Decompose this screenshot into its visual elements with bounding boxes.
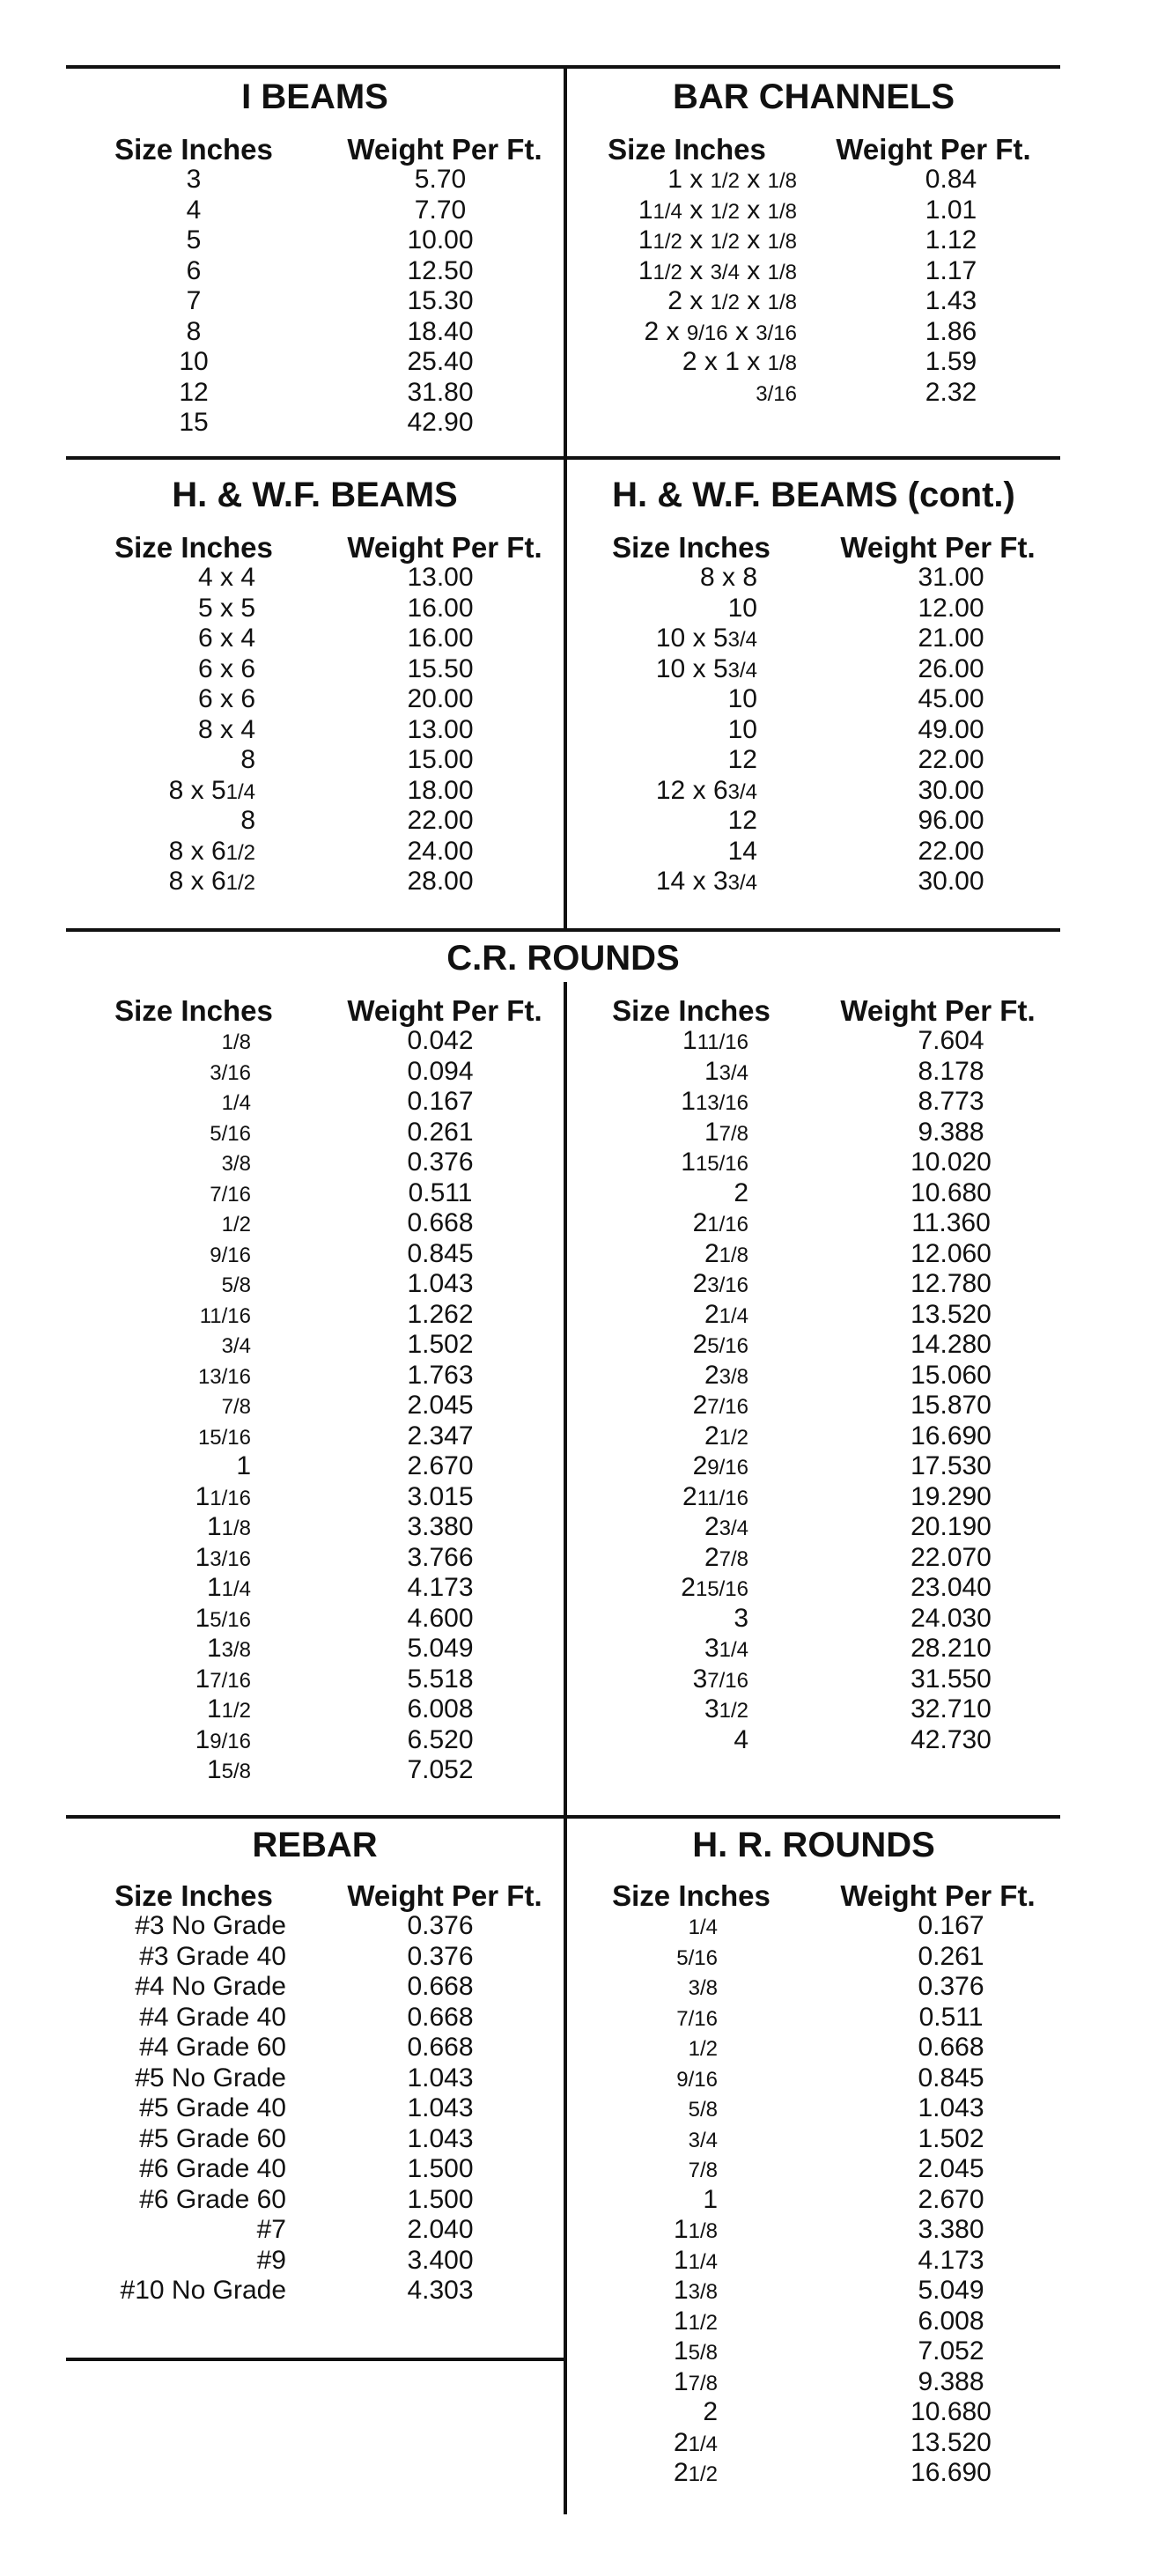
table-cell-weight: 1.12 (925, 225, 977, 255)
table-cell-size: 115/16 (681, 1148, 748, 1177)
table-cell-weight: 1.86 (925, 316, 977, 346)
table-cell-size: #6 Grade 40 (139, 2154, 286, 2183)
table-cell-size: 13/8 (673, 2276, 718, 2305)
table-cell-size: 21/4 (673, 2427, 718, 2457)
table-cell-weight: 19.290 (911, 1481, 992, 1511)
table-cell-weight: 23.040 (911, 1573, 992, 1602)
table-cell-weight: 1.01 (925, 195, 977, 225)
table-cell-weight: 1.043 (407, 2093, 474, 2122)
table-cell-weight: 18.40 (407, 316, 474, 346)
table-cell-size: 7/16 (210, 1182, 251, 1207)
table-cell-weight: 0.511 (918, 2002, 984, 2032)
col-header-size: Size Inches (608, 133, 766, 166)
table-cell-size: 10 (727, 684, 757, 713)
table-cell-weight: 1.500 (407, 2184, 474, 2214)
table-cell-weight: 1.17 (925, 255, 977, 285)
table-cell-weight: 1.43 (925, 286, 977, 315)
table-cell-size: 5/8 (221, 1273, 251, 1297)
table-cell-weight: 0.845 (407, 1238, 474, 1268)
table-cell-size: 12 (179, 377, 209, 407)
table-cell-weight: 6.008 (918, 2306, 984, 2336)
table-cell-size: 25/16 (692, 1330, 748, 1359)
table-cell-size: 6 (186, 255, 202, 285)
table-cell-weight: 8.178 (918, 1056, 984, 1086)
section-title-rebar: REBAR (252, 1826, 378, 1864)
table-cell-size: 37/16 (692, 1664, 748, 1694)
table-cell-weight: 2.670 (407, 1451, 474, 1480)
table-cell-weight: 7.052 (407, 1755, 474, 1784)
table-cell-size: 7 (186, 286, 202, 315)
table-cell-size: 27/16 (692, 1391, 748, 1420)
table-cell-size: 21/4 (704, 1299, 748, 1329)
table-cell-weight: 3.766 (407, 1542, 474, 1572)
table-cell-weight: 0.376 (407, 1148, 474, 1177)
table-cell-size: 6 x 6 (197, 684, 255, 713)
table-cell-size: 7/8 (688, 2159, 718, 2182)
table-cell-weight: 1.502 (407, 1330, 474, 1359)
table-cell-weight: 15.50 (407, 653, 474, 683)
table-cell-weight: 0.84 (925, 165, 977, 194)
table-cell-size: 111/16 (682, 1026, 748, 1055)
table-cell-weight: 7.604 (918, 1026, 984, 1055)
table-cell-weight: 4.303 (407, 2276, 474, 2305)
table-cell-size: 8 x 61/2 (168, 836, 255, 866)
table-cell-weight: 22.00 (407, 806, 474, 835)
table-cell-size: 11/4 (206, 1573, 251, 1602)
table-cell-size: 8 (240, 806, 255, 835)
table-cell-weight: 16.690 (911, 1421, 992, 1450)
table-cell-size: 10 (727, 714, 757, 744)
table-cell-size: 11/8 (673, 2215, 718, 2244)
section-title-cr-rounds: C.R. ROUNDS (446, 939, 680, 978)
table-cell-weight: 5.518 (407, 1664, 474, 1694)
table-cell-size: 3 (186, 165, 202, 194)
table-cell-size: 17/8 (704, 1117, 748, 1147)
table-cell-size: #9 (256, 2245, 286, 2275)
table-cell-size: 3/16 (756, 381, 797, 406)
table-cell-size: 19/16 (195, 1724, 251, 1754)
table-cell-weight: 21.00 (918, 624, 984, 653)
table-cell-size: 13/16 (195, 1542, 251, 1572)
table-cell-size: 8 (186, 316, 202, 346)
table-cell-size: 11/2 (673, 2306, 718, 2336)
table-cell-size: 21/8 (704, 1238, 748, 1268)
table-cell-weight: 0.668 (407, 1972, 474, 2001)
table-cell-weight: 11.360 (911, 1208, 991, 1237)
table-cell-size: 1/4 (221, 1091, 251, 1115)
table-cell-size: 4 (734, 1724, 748, 1754)
table-cell-weight: 9.388 (918, 1117, 984, 1147)
table-cell-size: #3 No Grade (135, 1911, 286, 1940)
col-header-size: Size Inches (114, 531, 273, 564)
table-cell-size: 11/8 (206, 1512, 251, 1541)
col-header-weight: Weight Per Ft. (347, 1879, 542, 1912)
table-cell-weight: 0.668 (918, 2033, 984, 2062)
table-cell-weight: 0.042 (407, 1026, 474, 1055)
table-cell-size: 4 x 4 (197, 563, 255, 592)
section-title-hwf-beams: H. & W.F. BEAMS (172, 476, 458, 514)
table-cell-size: #6 Grade 60 (139, 2184, 286, 2214)
table-cell-size: 15/16 (195, 1603, 251, 1633)
table-cell-weight: 0.167 (918, 1911, 984, 1940)
table-cell-size: 10 x 53/4 (655, 624, 757, 653)
col-header-weight: Weight Per Ft. (840, 994, 1036, 1027)
col-header-size: Size Inches (612, 994, 771, 1027)
table-cell-size: 21/16 (692, 1208, 748, 1237)
table-cell-weight: 15.00 (407, 745, 474, 774)
table-cell-weight: 13.00 (407, 563, 474, 592)
table-cell-weight: 45.00 (918, 684, 984, 713)
table-cell-size: 13/16 (197, 1364, 251, 1389)
table-cell-weight: 26.00 (918, 653, 984, 683)
table-cell-size: 3/4 (688, 2128, 718, 2152)
table-cell-size: 1/4 (688, 1915, 718, 1939)
table-cell-size: 21/2 (673, 2458, 718, 2487)
table-cell-weight: 15.060 (911, 1360, 992, 1390)
table-cell-size: 10 x 53/4 (655, 653, 757, 683)
table-cell-weight: 16.00 (407, 593, 474, 623)
col-header-weight: Weight Per Ft. (347, 994, 542, 1027)
table-cell-size: #5 No Grade (135, 2063, 286, 2093)
table-cell-size: 14 x 33/4 (655, 867, 757, 896)
divider-bottom-block (564, 1815, 567, 2514)
table-cell-weight: 22.00 (918, 836, 984, 866)
table-cell-size: 8 x 8 (699, 563, 757, 592)
table-cell-weight: 1.043 (407, 2123, 474, 2153)
table-cell-weight: 42.90 (407, 408, 474, 437)
table-cell-size: 6 x 4 (197, 624, 255, 653)
table-cell-size: 6 x 6 (197, 653, 255, 683)
table-cell-size: 7/16 (676, 2006, 718, 2031)
table-cell-weight: 10.00 (407, 225, 474, 255)
table-cell-size: 215/16 (681, 1573, 748, 1602)
table-cell-size: #4 Grade 60 (139, 2033, 286, 2062)
table-cell-weight: 42.730 (911, 1724, 992, 1754)
col-header-size: Size Inches (612, 1879, 771, 1912)
table-cell-weight: 30.00 (918, 867, 984, 896)
table-cell-weight: 0.376 (407, 1911, 474, 1940)
table-cell-weight: 0.094 (407, 1056, 474, 1086)
table-cell-weight: 3.400 (407, 2245, 474, 2275)
table-cell-size: 9/16 (676, 2067, 718, 2092)
table-cell-weight: 25.40 (407, 347, 474, 376)
table-cell-weight: 0.376 (407, 1941, 474, 1971)
table-cell-weight: 2.040 (407, 2215, 474, 2244)
table-cell-weight: 5.049 (407, 1634, 474, 1663)
table-cell-weight: 0.261 (407, 1117, 474, 1147)
table-cell-size: 23/16 (692, 1269, 748, 1298)
table-cell-weight: 5.70 (414, 165, 467, 194)
table-cell-size: 29/16 (692, 1451, 748, 1480)
table-cell-size: 4 (186, 195, 202, 225)
table-cell-weight: 0.845 (918, 2063, 984, 2093)
table-cell-size: 12 (727, 745, 757, 774)
table-cell-size: 8 (240, 745, 255, 774)
table-cell-weight: 4.173 (407, 1573, 474, 1602)
table-cell-weight: 12.780 (911, 1269, 992, 1298)
table-cell-weight: 96.00 (918, 806, 984, 835)
table-cell-weight: 0.376 (918, 1972, 984, 2001)
table-cell-size: #7 (256, 2215, 286, 2244)
section-title-bar-channels: BAR CHANNELS (673, 78, 955, 116)
table-cell-weight: 12.00 (918, 593, 984, 623)
section-title-hwf-beams-cont: H. & W.F. BEAMS (cont.) (612, 476, 1015, 514)
table-cell-size: 23/4 (704, 1512, 748, 1541)
table-cell-weight: 6.008 (407, 1694, 474, 1723)
table-cell-size: #4 Grade 40 (139, 2002, 286, 2032)
table-cell-size: 113/16 (681, 1087, 748, 1116)
table-cell-weight: 9.388 (918, 2366, 984, 2396)
table-cell-size: 211/16 (682, 1481, 748, 1511)
table-cell-weight: 1.502 (918, 2123, 984, 2153)
table-cell-weight: 0.167 (407, 1087, 474, 1116)
table-cell-size: 5/8 (688, 2098, 718, 2122)
col-header-weight: Weight Per Ft. (347, 531, 542, 564)
table-cell-weight: 31.80 (407, 377, 474, 407)
table-cell-weight: 12.50 (407, 255, 474, 285)
table-cell-weight: 32.710 (911, 1694, 992, 1723)
table-cell-weight: 2.045 (918, 2154, 984, 2183)
table-cell-weight: 1.500 (407, 2154, 474, 2183)
col-header-weight: Weight Per Ft. (836, 133, 1031, 166)
table-cell-weight: 20.190 (911, 1512, 992, 1541)
table-cell-weight: 2.32 (925, 377, 977, 407)
table-cell-size: 1 (236, 1451, 251, 1480)
table-cell-weight: 1.043 (407, 1269, 474, 1298)
table-cell-weight: 31.550 (911, 1664, 992, 1694)
table-cell-weight: 18.00 (407, 775, 474, 805)
col-header-size: Size Inches (612, 531, 771, 564)
col-header-size: Size Inches (114, 133, 273, 166)
table-cell-size: 3 (734, 1603, 748, 1633)
table-cell-weight: 7.052 (918, 2336, 984, 2366)
table-cell-weight: 1.59 (925, 347, 977, 376)
table-cell-size: 17/16 (195, 1664, 251, 1694)
table-cell-weight: 28.210 (911, 1634, 992, 1663)
table-cell-size: 7/8 (221, 1395, 251, 1419)
table-cell-weight: 1.262 (407, 1299, 474, 1329)
table-cell-size: 15 (179, 408, 209, 437)
table-cell-weight: 12.060 (911, 1238, 992, 1268)
table-cell-size: 15/8 (673, 2336, 718, 2366)
table-cell-size: 17/8 (673, 2366, 718, 2396)
table-cell-weight: 15.30 (407, 286, 474, 315)
table-cell-weight: 10.680 (911, 2397, 992, 2426)
table-cell-weight: 3.380 (918, 2215, 984, 2244)
table-cell-weight: 0.668 (407, 1208, 474, 1237)
table-cell-weight: 0.511 (408, 1177, 473, 1207)
table-cell-size: 10 (179, 347, 209, 376)
table-cell-size: 13/4 (704, 1056, 748, 1086)
table-cell-size: #10 No Grade (120, 2276, 286, 2305)
table-cell-weight: 2.670 (918, 2184, 984, 2214)
table-cell-weight: 28.00 (407, 867, 474, 896)
table-cell-weight: 20.00 (407, 684, 474, 713)
table-cell-size: 11/2 x 3/4 x 1/8 (638, 255, 797, 285)
table-cell-size: 2 x 1 x 1/8 (682, 347, 797, 376)
table-cell-size: 11/2 (206, 1694, 251, 1723)
table-cell-size: 13/8 (206, 1634, 251, 1663)
table-cell-size: 11/4 x 1/2 x 1/8 (638, 195, 797, 225)
table-cell-weight: 6.520 (407, 1724, 474, 1754)
table-cell-size: 8 x 51/4 (168, 775, 255, 805)
table-cell-weight: 13.520 (911, 1299, 992, 1329)
table-cell-weight: 15.870 (911, 1391, 992, 1420)
table-cell-size: 2 x 1/2 x 1/8 (667, 286, 797, 315)
table-cell-weight: 1.043 (918, 2093, 984, 2122)
table-cell-weight: 8.773 (918, 1087, 984, 1116)
col-header-weight: Weight Per Ft. (840, 1879, 1036, 1912)
table-cell-size: 1/8 (221, 1030, 251, 1054)
table-cell-size: 11/2 x 1/2 x 1/8 (638, 225, 797, 255)
table-cell-weight: 0.261 (918, 1941, 984, 1971)
table-cell-size: 5/16 (676, 1945, 718, 1970)
table-cell-weight: 24.030 (911, 1603, 992, 1633)
table-cell-size: #3 Grade 40 (139, 1941, 286, 1971)
table-cell-size: 2 x 9/16 x 3/16 (644, 316, 797, 346)
table-cell-weight: 16.00 (407, 624, 474, 653)
table-cell-weight: 16.690 (911, 2458, 992, 2487)
table-cell-size: #4 No Grade (135, 1972, 286, 2001)
table-cell-weight: 14.280 (911, 1330, 992, 1359)
table-cell-size: 11/16 (199, 1303, 251, 1328)
table-cell-weight: 24.00 (407, 836, 474, 866)
table-cell-weight: 31.00 (918, 563, 984, 592)
table-cell-size: #5 Grade 40 (139, 2093, 286, 2122)
table-cell-weight: 49.00 (918, 714, 984, 744)
table-cell-weight: 30.00 (918, 775, 984, 805)
table-cell-size: 14 (727, 836, 757, 866)
table-cell-size: 31/2 (704, 1694, 748, 1723)
table-cell-size: 1/2 (688, 2037, 718, 2061)
table-cell-weight: 4.173 (918, 2245, 984, 2275)
table-cell-size: 10 (727, 593, 757, 623)
table-cell-weight: 13.520 (911, 2427, 992, 2457)
table-cell-weight: 10.680 (911, 1177, 992, 1207)
table-cell-weight: 17.530 (911, 1451, 992, 1480)
table-cell-size: 3/8 (688, 1976, 718, 2000)
table-cell-weight: 3.015 (407, 1481, 474, 1511)
table-cell-size: 27/8 (704, 1542, 748, 1572)
table-cell-weight: 4.600 (407, 1603, 474, 1633)
table-cell-size: 31/4 (704, 1634, 748, 1663)
table-cell-size: 1 (703, 2184, 718, 2214)
table-cell-size: 9/16 (210, 1243, 251, 1267)
divider-cr-rounds (564, 982, 567, 1819)
table-cell-size: 8 x 4 (197, 714, 255, 744)
col-header-weight: Weight Per Ft. (347, 133, 542, 166)
table-cell-size: 15/8 (206, 1755, 251, 1784)
table-cell-size: 3/16 (210, 1060, 251, 1085)
section-title-i-beams: I BEAMS (241, 78, 388, 116)
table-cell-size: 5 (186, 225, 202, 255)
table-cell-size: 3/8 (221, 1152, 251, 1176)
table-cell-size: 11/4 (673, 2245, 718, 2275)
table-cell-weight: 10.020 (911, 1148, 992, 1177)
table-cell-weight: 13.00 (407, 714, 474, 744)
table-cell-size: 5/16 (210, 1121, 251, 1146)
rule-after-rebar (66, 2358, 565, 2361)
table-cell-size: 12 (727, 806, 757, 835)
table-cell-size: 1 x 1/2 x 1/8 (667, 165, 797, 194)
col-header-size: Size Inches (114, 1879, 273, 1912)
table-cell-size: 11/16 (195, 1481, 251, 1511)
table-cell-size: 3/4 (221, 1334, 251, 1358)
col-header-weight: Weight Per Ft. (840, 531, 1036, 564)
table-cell-weight: 1.043 (407, 2063, 474, 2093)
table-cell-size: 8 x 61/2 (168, 867, 255, 896)
table-cell-weight: 7.70 (414, 195, 467, 225)
table-cell-size: 5 x 5 (197, 593, 255, 623)
table-cell-size: 2 (734, 1177, 748, 1207)
table-cell-weight: 22.070 (911, 1542, 992, 1572)
table-cell-weight: 2.347 (407, 1421, 474, 1450)
table-cell-weight: 2.045 (407, 1391, 474, 1420)
table-cell-weight: 22.00 (918, 745, 984, 774)
table-cell-size: 21/2 (704, 1421, 748, 1450)
table-cell-size: 1/2 (221, 1213, 251, 1236)
table-cell-weight: 0.668 (407, 2033, 474, 2062)
table-cell-weight: 3.380 (407, 1512, 474, 1541)
table-cell-size: 12 x 63/4 (655, 775, 757, 805)
table-cell-size: #5 Grade 60 (139, 2123, 286, 2153)
table-cell-size: 15/16 (197, 1425, 251, 1450)
table-cell-size: 2 (703, 2397, 718, 2426)
table-cell-weight: 5.049 (918, 2276, 984, 2305)
table-cell-weight: 0.668 (407, 2002, 474, 2032)
table-cell-size: 23/8 (704, 1360, 748, 1390)
col-header-size: Size Inches (114, 994, 273, 1027)
table-cell-weight: 1.763 (407, 1360, 474, 1390)
section-title-hr-rounds: H. R. ROUNDS (692, 1826, 935, 1864)
